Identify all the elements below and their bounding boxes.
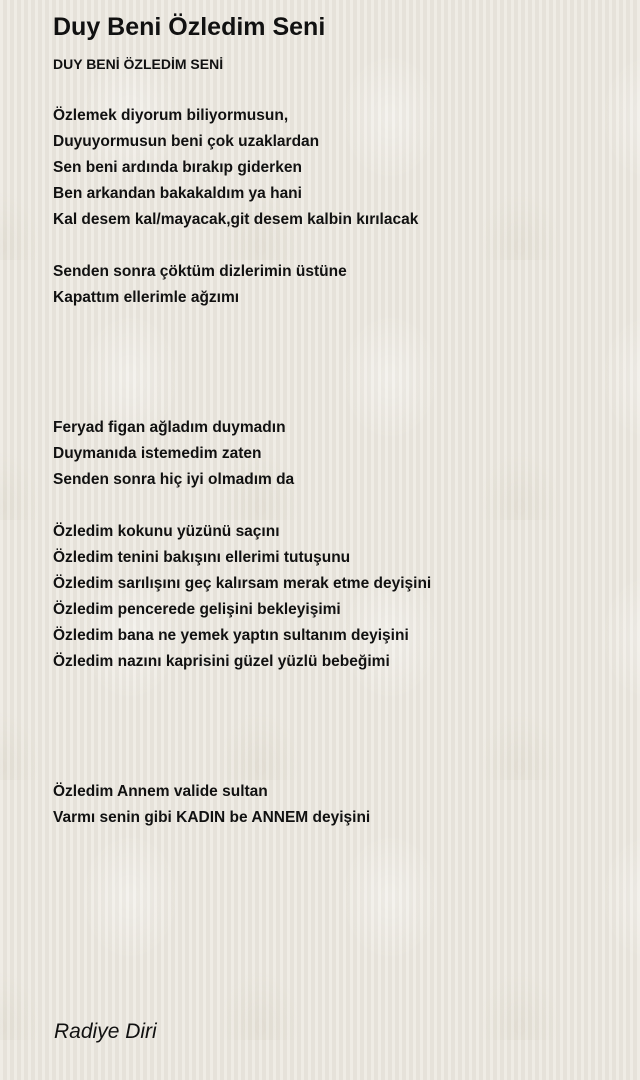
poem-line: Kapattım ellerimle ağzımı (53, 289, 240, 306)
blank-line (53, 675, 613, 701)
poem-line: Özlemek diyorum biliyormusun, (53, 107, 289, 124)
poem-line: Varmı senin gibi KADIN be ANNEM deyişini (53, 809, 371, 826)
blank-line (53, 311, 613, 337)
poem-line: Senden sonra hiç iyi olmadım da (53, 471, 295, 488)
poem-subtitle: DUY BENİ ÖZLEDİM SENİ (53, 56, 224, 72)
poem-line: Özledim bana ne yemek yaptın sultanım deyişini (53, 627, 409, 644)
poem-line: Senden sonra çöktüm dizlerimin üstüne (53, 263, 347, 280)
blank-line (53, 233, 613, 259)
poem-line: Duymanıda istemedim zaten (53, 445, 262, 462)
poem-line: Ben arkandan bakakaldım ya hani (53, 185, 302, 202)
blank-line (53, 493, 613, 519)
poem-line: Sen beni ardında bırakıp giderken (53, 159, 302, 176)
poem-line: Özledim tenini bakışını ellerimi tutuşunu (53, 549, 351, 566)
poem-line: Duyuyormusun beni çok uzaklardan (53, 133, 320, 150)
poem-line: Özledim kokunu yüzünü saçını (53, 523, 280, 540)
poem-line: Özledim pencerede gelişini bekleyişimi (53, 601, 341, 618)
poem-title: Duy Beni Özledim Seni (53, 13, 326, 41)
poem-author: Radiye Diri (54, 1020, 157, 1043)
poem-line: Özledim sarılışını geç kalırsam merak etme deyişini (53, 575, 432, 592)
blank-line (53, 363, 613, 389)
blank-line (53, 389, 613, 415)
poem-line: Özledim nazını kaprisini güzel yüzlü bebeğimi (53, 653, 390, 670)
blank-line (53, 727, 613, 753)
poem-line: Feryad figan ağladım duymadın (53, 419, 286, 436)
blank-line (53, 337, 613, 363)
blank-line (53, 753, 613, 779)
poem-body (53, 103, 613, 831)
poem-line: Kal desem kal/mayacak,git desem kalbin kırılacak (53, 211, 419, 228)
blank-line (53, 701, 613, 727)
poem-line: Özledim Annem valide sultan (53, 783, 268, 800)
